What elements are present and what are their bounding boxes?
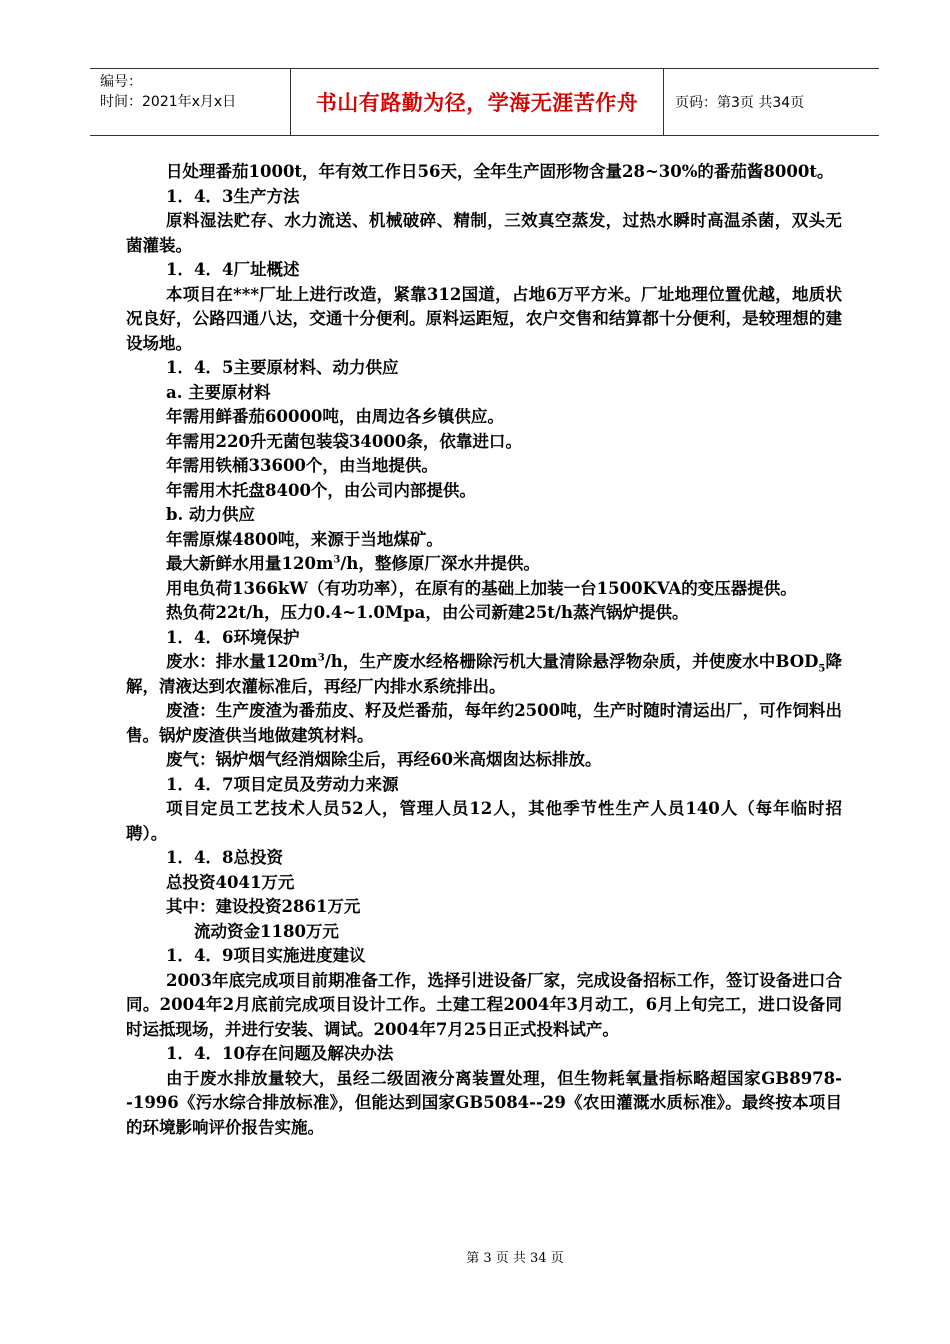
superscript: 3 [333, 554, 341, 566]
header-page-info-cell [664, 69, 879, 135]
paragraph: 废渣：生产废渣为番茄皮、籽及烂番茄，每年约2500吨，生产时随时清运出厂，可作饲料出售。锅炉废渣供当地做建筑材料。 [126, 701, 842, 745]
list-item: 年需用铁桶33600个，由当地提供。 [166, 456, 438, 475]
list-item: 流动资金1180万元 [194, 921, 339, 941]
section-heading: 1．4．8总投资 [166, 848, 283, 867]
section-heading: 1．4．3生产方法 [166, 186, 300, 206]
superscript: 3 [317, 652, 325, 664]
time-label: 时间：2021年x月x日 [100, 94, 237, 110]
list-item: 用电负荷1366kW（有功功率），在原有的基础上加装一台1500KVA的变压器提供。 [166, 578, 797, 598]
text-run: 最大新鲜水用量120m [166, 554, 334, 573]
list-item [126, 552, 842, 577]
text-run: /h，整修原厂深水井提供。 [340, 554, 540, 573]
paragraph: 本项目在***厂址上进行改造，紧靠312国道，占地6万平方米。厂址地理位置优越，地质状况良好，公路四通八达，交通十分便利。原料运距短，农户交售和结算都十分便利，是较理想的建设场地。 [126, 284, 842, 353]
page-header [90, 68, 879, 136]
list-item: 年需用木托盘8400个，由公司内部提供。 [166, 480, 476, 500]
subsection-title: a. 主要原材料 [166, 382, 271, 402]
section-heading: 1．4．7项目定员及劳动力来源 [166, 774, 399, 794]
list-item: 年需用鲜番茄60000吨，由周边各乡镇供应。 [166, 407, 504, 426]
subscript: 5 [818, 663, 826, 675]
paragraph: 原料湿法贮存、水力流送、机械破碎、精制，三效真空蒸发，过热水瞬时高温杀菌，双头无菌灌装。 [126, 211, 842, 255]
paragraph: 2003年底完成项目前期准备工作，选择引进设备厂家，完成设备招标工作，签订设备进口合同。2004年2月底前完成项目设计工作。土建工程2004年3月动工，6月上旬完工，进口设备同时运抵现场，并进行安装、调试。2004年7月25日正式投料试产。 [126, 970, 842, 1039]
serial-label: 编号： [100, 74, 142, 90]
header-meta [90, 69, 291, 135]
list-item: 其中：建设投资2861万元 [166, 897, 361, 916]
paragraph: 废气：锅炉烟气经消烟除尘后，再经60米高烟囱达标排放。 [166, 750, 602, 769]
list-item: 热负荷22t/h，压力0.4~1.0Mpa，由公司新建25t/h蒸汽锅炉提供。 [166, 603, 689, 622]
text-run: /h，生产废水经格栅除污机大量清除悬浮物杂质，并使废水中BOD [324, 652, 819, 671]
text-run: 降解，清液达到农灌标准后，再经厂内排水系统排出。 [126, 652, 842, 696]
paragraph: 项目定员工艺技术人员52人，管理人员12人，其他季节性生产人员140人（每年临时招聘）。 [126, 799, 842, 843]
section-heading: 1．4．4厂址概述 [166, 260, 300, 279]
section-heading: 1．4．6环境保护 [166, 627, 300, 647]
section-heading: 1．4．9项目实施进度建议 [166, 946, 366, 965]
document-body [126, 160, 842, 1140]
section-heading: 1．4．10存在问题及解决办法 [166, 1044, 394, 1063]
section-heading: 1．4．5主要原材料、动力供应 [166, 358, 399, 377]
paragraph [126, 650, 842, 699]
paragraph: 由于废水排放量较大，虽经二级固液分离装置处理，但生物耗氧量指标略超国家GB8978--1996《污水综合排放标准》，但能达到国家GB5084--29《农田灌溉水质标准》。最终按本项目的环境影响评价报告实施。 [126, 1068, 842, 1137]
subsection-title: b. 动力供应 [166, 505, 256, 524]
list-item: 年需用220升无菌包装袋34000条，依靠进口。 [166, 431, 522, 451]
text-run: 废水：排水量120m [166, 652, 318, 671]
paragraph: 日处理番茄1000t，年有效工作日56天，全年生产固形物含量28~30%的番茄酱8000t。 [166, 162, 834, 181]
header-page-info: 页码：第3页 共34页 [675, 95, 805, 111]
header-motto: 书山有路勤为径，学海无涯苦作舟 [315, 91, 639, 115]
list-item: 年需原煤4800吨，来源于当地煤矿。 [166, 529, 443, 549]
page-footer: 第 3 页 共 34 页 [466, 1251, 564, 1266]
header-motto-cell [291, 69, 664, 135]
list-item: 总投资4041万元 [166, 872, 295, 892]
